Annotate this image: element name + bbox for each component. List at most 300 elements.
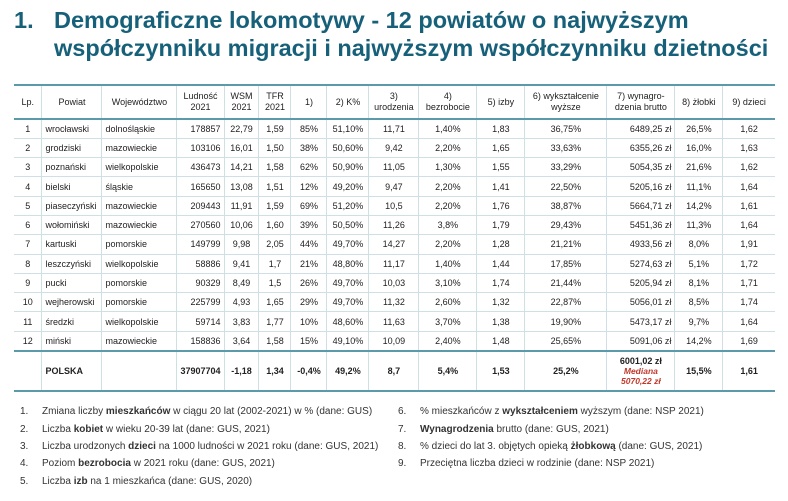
table-cell: miński (42, 331, 102, 350)
footnote-text-pre: % dzieci do lat 3. objętych opieką (420, 440, 571, 452)
footnote-number: 1. (20, 406, 29, 418)
table-cell: 8,1% (675, 273, 723, 292)
table-cell: 21,44% (525, 273, 607, 292)
table-cell: 50,50% (327, 215, 369, 234)
table-cell: 1,91 (723, 235, 775, 254)
table-cell: 25,65% (525, 331, 607, 350)
column-header-line-2: 2021 (264, 102, 285, 112)
table-cell: 5054,35 zł (607, 158, 675, 177)
table-cell: 9,41 (224, 254, 259, 273)
table-cell: dolnośląskie (102, 119, 177, 138)
table-cell: 2,40% (419, 331, 477, 350)
table-cell: 225799 (177, 293, 224, 312)
table-cell: 29% (291, 293, 327, 312)
table-cell: 16,01 (224, 138, 259, 157)
table-row (14, 138, 775, 157)
column-header-line-2: 2021 (190, 102, 211, 112)
table-body (14, 119, 775, 351)
table-row (14, 293, 775, 312)
table-cell: 5 (14, 196, 42, 215)
table-cell: 8,5% (675, 293, 723, 312)
table-cell: mazowieckie (102, 331, 177, 350)
table-cell: 5205,16 zł (607, 177, 675, 196)
table-cell: 21% (291, 254, 327, 273)
table-cell: 2,20% (419, 196, 477, 215)
table-cell: 1,74 (477, 273, 525, 292)
table-cell: 5473,17 zł (607, 312, 675, 331)
footnote-text (420, 406, 704, 417)
table-cell: 58886 (177, 254, 224, 273)
footnote-text-post: na 1000 ludności w 2021 roku (dane: GUS, 2021) (155, 440, 379, 452)
table-cell: 50,60% (327, 138, 369, 157)
table-cell: 26,5% (675, 119, 723, 138)
column-header-line-1: 5) izby (487, 96, 515, 107)
column-header (477, 85, 525, 119)
total-c7: 6001,02 zł (619, 355, 662, 366)
column-header-line-1: Ludność (183, 91, 218, 101)
total-population: 37907704 (177, 351, 224, 391)
table-cell: 5,1% (675, 254, 723, 273)
table-cell: 33,63% (525, 138, 607, 157)
footnote-text (420, 458, 654, 469)
table-cell: 1,65 (477, 138, 525, 157)
column-header-line-1: WSM (230, 91, 253, 101)
table-cell: mazowieckie (102, 196, 177, 215)
table-cell: wielkopolskie (102, 312, 177, 331)
table-cell: 3,83 (224, 312, 259, 331)
table-cell: 9,47 (369, 177, 419, 196)
table-cell: 1,69 (723, 331, 775, 350)
table-cell: 11,05 (369, 158, 419, 177)
column-header-line-1: 4) (443, 91, 452, 101)
footnote-number: 5. (20, 475, 29, 487)
page-title (14, 6, 784, 62)
table-cell: 90329 (177, 273, 224, 292)
footnote-text (42, 458, 275, 469)
footnote-text (42, 424, 270, 435)
footnote-text (42, 441, 378, 452)
table-cell: 10,03 (369, 273, 419, 292)
table-cell: 1,48 (477, 331, 525, 350)
footnote-text-pre: % mieszkańców z (420, 406, 503, 418)
footnote-text-post: w ciągu 20 lat (2002-2021) w % (dane: GUS) (170, 406, 373, 418)
table-row (14, 215, 775, 234)
table-cell: grodziski (42, 138, 102, 157)
table-cell: 1,58 (259, 158, 291, 177)
table-cell: 209443 (177, 196, 224, 215)
total-wsm: -1,18 (224, 351, 259, 391)
table-row (14, 177, 775, 196)
column-header-line-1: 9) dzieci (732, 96, 766, 107)
footnote-text-post: brutto (dane: GUS, 2021) (493, 423, 609, 435)
table-cell: 49,20% (327, 177, 369, 196)
footnote-text-pre: Liczba urodzonych (42, 440, 129, 452)
table-cell: 22,87% (525, 293, 607, 312)
total-tfr: 1,34 (259, 351, 291, 391)
footnote-text (42, 406, 372, 417)
table-cell: 1,32 (477, 293, 525, 312)
footnote-number: 2. (20, 423, 29, 435)
table-cell: 1,62 (723, 158, 775, 177)
title-line-2: współczynniku migracji i najwyższym współczynniku dzietności (54, 35, 769, 61)
table-cell: 22,79 (224, 119, 259, 138)
table-cell: 1,55 (477, 158, 525, 177)
table-cell: 48,80% (327, 254, 369, 273)
column-header (224, 85, 259, 119)
column-header-line-1: Województwo (111, 96, 168, 107)
column-header (177, 85, 224, 119)
total-c5: 1,53 (477, 351, 525, 391)
median-value: 5070,22 zł (621, 375, 661, 386)
table-cell: 14,27 (369, 235, 419, 254)
table-cell: 9,7% (675, 312, 723, 331)
column-header (42, 85, 102, 119)
table-cell: wielkopolskie (102, 158, 177, 177)
column-header (607, 85, 675, 119)
table-cell: 49,10% (327, 331, 369, 350)
table-cell: 1,40% (419, 254, 477, 273)
column-header (675, 85, 723, 119)
footnote (398, 420, 778, 437)
footnote (20, 455, 390, 472)
footnote-number: 6. (398, 406, 407, 418)
footnote-text-post: (dane: GUS, 2021) (615, 440, 703, 452)
table-cell: 1,74 (723, 293, 775, 312)
table-cell: poznański (42, 158, 102, 177)
table-cell: 22,50% (525, 177, 607, 196)
table-cell: 1,58 (259, 331, 291, 350)
footnote-text-post: na 1 mieszkańca (dane: GUS, 2020) (87, 475, 253, 487)
table-cell: 10% (291, 312, 327, 331)
table-cell: 16,0% (675, 138, 723, 157)
table-cell: pomorskie (102, 273, 177, 292)
table-cell: 4 (14, 177, 42, 196)
table-cell: 149799 (177, 235, 224, 254)
table-row (14, 254, 775, 273)
table-cell: 1,83 (477, 119, 525, 138)
total-c2: 49,2% (327, 351, 369, 391)
table-cell: 10,06 (224, 215, 259, 234)
total-c9: 1,61 (723, 351, 775, 391)
table-cell: wołomiński (42, 215, 102, 234)
table-cell: 1,64 (723, 177, 775, 196)
column-header-line-2: dzenia brutto (614, 102, 667, 112)
column-header (723, 85, 775, 119)
table-row (14, 331, 775, 350)
table-cell: 1,72 (723, 254, 775, 273)
table-cell: 1 (14, 119, 42, 138)
footnote (398, 438, 778, 455)
table-cell: 8,0% (675, 235, 723, 254)
table-cell: 6 (14, 215, 42, 234)
table-cell: 270560 (177, 215, 224, 234)
table-cell: 9,42 (369, 138, 419, 157)
column-header-line-1: 6) wykształcenie (532, 91, 599, 101)
table-cell: 3 (14, 158, 42, 177)
table-cell: 3,10% (419, 273, 477, 292)
data-table (14, 84, 775, 392)
table-cell: 5451,36 zł (607, 215, 675, 234)
table-cell: 1,28 (477, 235, 525, 254)
total-c1: -0,4% (291, 351, 327, 391)
table-cell: kartuski (42, 235, 102, 254)
table-cell: 11,3% (675, 215, 723, 234)
table-row (14, 119, 775, 138)
footnote-text-pre: Liczba (42, 423, 74, 435)
table-cell: 1,77 (259, 312, 291, 331)
total-c8: 15,5% (675, 351, 723, 391)
footnote-text (420, 441, 702, 452)
title-number: 1. (14, 7, 34, 33)
table-cell: mazowieckie (102, 138, 177, 157)
table-cell: 6489,25 zł (607, 119, 675, 138)
table-cell: 7 (14, 235, 42, 254)
table-cell: 1,44 (477, 254, 525, 273)
table-cell: pomorskie (102, 293, 177, 312)
table-cell: 103106 (177, 138, 224, 157)
footnote (20, 403, 390, 420)
table-cell: wejherowski (42, 293, 102, 312)
table-row (14, 196, 775, 215)
table-cell: 19,90% (525, 312, 607, 331)
table-cell: 178857 (177, 119, 224, 138)
table-cell: 11,91 (224, 196, 259, 215)
footnote-text-bold: izb (73, 475, 88, 487)
total-c4: 5,4% (419, 351, 477, 391)
column-header-line-1: TFR (266, 91, 284, 101)
footnote-text-post: w 2021 roku (dane: GUS, 2021) (130, 458, 275, 470)
footnote-text-pre: Przeciętna liczba dzieci w rodzinie (dane: NSP 2021) (420, 458, 655, 470)
table-cell: 1,64 (723, 215, 775, 234)
table-cell: 1,38 (477, 312, 525, 331)
table-cell: pomorskie (102, 235, 177, 254)
table-cell: 2,60% (419, 293, 477, 312)
table-cell: 3,70% (419, 312, 477, 331)
table-cell: 1,79 (477, 215, 525, 234)
table-cell: 1,5 (259, 273, 291, 292)
table-cell: 2,20% (419, 177, 477, 196)
table-cell: 38,87% (525, 196, 607, 215)
footnote-text-bold: wykształceniem (502, 406, 578, 418)
table-cell: 1,59 (259, 196, 291, 215)
table-cell: 69% (291, 196, 327, 215)
table-cell: 49,70% (327, 293, 369, 312)
table-cell: piaseczyński (42, 196, 102, 215)
table-cell: 59714 (177, 312, 224, 331)
table-cell: 50,90% (327, 158, 369, 177)
table-cell: śląskie (102, 177, 177, 196)
column-header (369, 85, 419, 119)
table-cell: 1,51 (259, 177, 291, 196)
table-cell: 21,6% (675, 158, 723, 177)
table-cell: 49,70% (327, 273, 369, 292)
table-cell: 4933,56 zł (607, 235, 675, 254)
table-cell: 1,76 (477, 196, 525, 215)
median-label: Mediana (623, 365, 658, 376)
footnote (20, 473, 390, 490)
footnote-text-bold: Wynagrodzenia (420, 423, 494, 435)
footnote (398, 455, 778, 472)
column-header-line-1: 8) żłobki (682, 96, 716, 107)
table-cell: 8 (14, 254, 42, 273)
title-line-1: Demograficzne lokomotywy - 12 powiatów o najwyższym (54, 7, 689, 33)
column-header (259, 85, 291, 119)
total-c6: 25,2% (525, 351, 607, 391)
footnote-text-bold: kobiet (73, 423, 104, 435)
table-cell: 2,05 (259, 235, 291, 254)
column-header (525, 85, 607, 119)
table-cell: pucki (42, 273, 102, 292)
column-header-line-1: 1) (304, 96, 313, 107)
table-cell: 62% (291, 158, 327, 177)
footnote-text-bold: żłobkową (570, 440, 616, 452)
table-cell: 49,70% (327, 235, 369, 254)
table-cell: wrocławski (42, 119, 102, 138)
footnote-text-post: w wieku 20-39 lat (dane: GUS, 2021) (103, 423, 270, 435)
table-cell: 12 (14, 331, 42, 350)
column-header-line-1: 2) K% (335, 96, 361, 107)
footnote-text-bold: mieszkańców (105, 406, 171, 418)
table-total-row (14, 351, 775, 391)
table-row (14, 273, 775, 292)
table-cell: 13,08 (224, 177, 259, 196)
table-cell: 5091,06 zł (607, 331, 675, 350)
table-cell: 11,1% (675, 177, 723, 196)
column-header (102, 85, 177, 119)
footnote-number: 8. (398, 440, 407, 452)
table-cell: 1,65 (259, 293, 291, 312)
footnote-number: 7. (398, 423, 407, 435)
table-cell: 85% (291, 119, 327, 138)
column-header-line-1: Lp. (21, 96, 34, 107)
total-lp (14, 351, 42, 391)
column-header (14, 85, 42, 119)
table-cell: 2,20% (419, 235, 477, 254)
table-cell: 4,93 (224, 293, 259, 312)
table-cell: 3,64 (224, 331, 259, 350)
column-header-line-1: Powiat (58, 96, 86, 107)
table-cell: 2 (14, 138, 42, 157)
table-cell: 11 (14, 312, 42, 331)
column-header-line-2: urodzenia (374, 102, 414, 112)
table-cell: 14,21 (224, 158, 259, 177)
table-cell: 436473 (177, 158, 224, 177)
table-cell: 8,49 (224, 273, 259, 292)
table-cell: 14,2% (675, 331, 723, 350)
table-cell: 1,63 (723, 138, 775, 157)
footnote-text-pre: Zmiana liczby (42, 406, 106, 418)
table-cell: 1,7 (259, 254, 291, 273)
table-cell: 11,32 (369, 293, 419, 312)
table-cell: leszczyński (42, 254, 102, 273)
footnote-number: 3. (20, 440, 29, 452)
footnote-text-pre: Poziom (42, 458, 79, 470)
table-cell: 44% (291, 235, 327, 254)
table-cell: wielkopolskie (102, 254, 177, 273)
table-cell: 1,62 (723, 119, 775, 138)
table-cell: 12% (291, 177, 327, 196)
table-row (14, 158, 775, 177)
table-cell: 39% (291, 215, 327, 234)
table-cell: 5664,71 zł (607, 196, 675, 215)
notes-left (20, 403, 390, 490)
footnote (398, 403, 778, 420)
table-cell: 165650 (177, 177, 224, 196)
table-cell: 33,29% (525, 158, 607, 177)
table-cell: 29,43% (525, 215, 607, 234)
column-header (419, 85, 477, 119)
total-c7-cell (607, 351, 675, 391)
table-cell: 1,50 (259, 138, 291, 157)
table-cell: 17,85% (525, 254, 607, 273)
table-cell: mazowieckie (102, 215, 177, 234)
table-cell: 5274,63 zł (607, 254, 675, 273)
table-cell: 11,71 (369, 119, 419, 138)
table-cell: 1,41 (477, 177, 525, 196)
table-cell: 51,10% (327, 119, 369, 138)
table-cell: 1,61 (723, 196, 775, 215)
column-header-line-2: 2021 (231, 102, 252, 112)
footnote-number: 4. (20, 458, 29, 470)
table-cell: 14,2% (675, 196, 723, 215)
table-cell: 158836 (177, 331, 224, 350)
table-cell: 1,64 (723, 312, 775, 331)
table-cell: 21,21% (525, 235, 607, 254)
table-cell: 1,59 (259, 119, 291, 138)
table-cell: 26% (291, 273, 327, 292)
notes-right (398, 403, 778, 473)
table-cell: 10,5 (369, 196, 419, 215)
table-cell: 9,98 (224, 235, 259, 254)
column-header (327, 85, 369, 119)
footnote-text-bold: bezrobocia (78, 458, 131, 470)
footnote (20, 420, 390, 437)
table-cell: bielski (42, 177, 102, 196)
table-cell: 51,20% (327, 196, 369, 215)
table-cell: 10 (14, 293, 42, 312)
total-c3: 8,7 (369, 351, 419, 391)
table-row (14, 312, 775, 331)
table-cell: 5205,94 zł (607, 273, 675, 292)
footnote-text (42, 476, 252, 487)
footnote (20, 438, 390, 455)
table-cell: 15% (291, 331, 327, 350)
table-cell: 6355,26 zł (607, 138, 675, 157)
table-cell: 11,17 (369, 254, 419, 273)
column-header (291, 85, 327, 119)
column-header-line-2: bezrobocie (425, 102, 470, 112)
table-cell: 5056,01 zł (607, 293, 675, 312)
table-cell: 1,71 (723, 273, 775, 292)
column-header-line-1: 3) (389, 91, 398, 101)
table-cell: 10,09 (369, 331, 419, 350)
table-cell: 2,20% (419, 138, 477, 157)
total-name: POLSKA (42, 351, 102, 391)
table-cell: 38% (291, 138, 327, 157)
table-cell: 48,60% (327, 312, 369, 331)
table-cell: 1,40% (419, 119, 477, 138)
footnote-number: 9. (398, 458, 407, 470)
table-cell: 1,30% (419, 158, 477, 177)
table-cell: średzki (42, 312, 102, 331)
table-row (14, 235, 775, 254)
table-header-row (14, 85, 775, 119)
table-cell: 1,60 (259, 215, 291, 234)
table-cell: 3,8% (419, 215, 477, 234)
footnote-text-bold: dzieci (128, 440, 156, 452)
footnote-text-pre: Liczba (42, 475, 74, 487)
footnote-text (420, 424, 609, 435)
